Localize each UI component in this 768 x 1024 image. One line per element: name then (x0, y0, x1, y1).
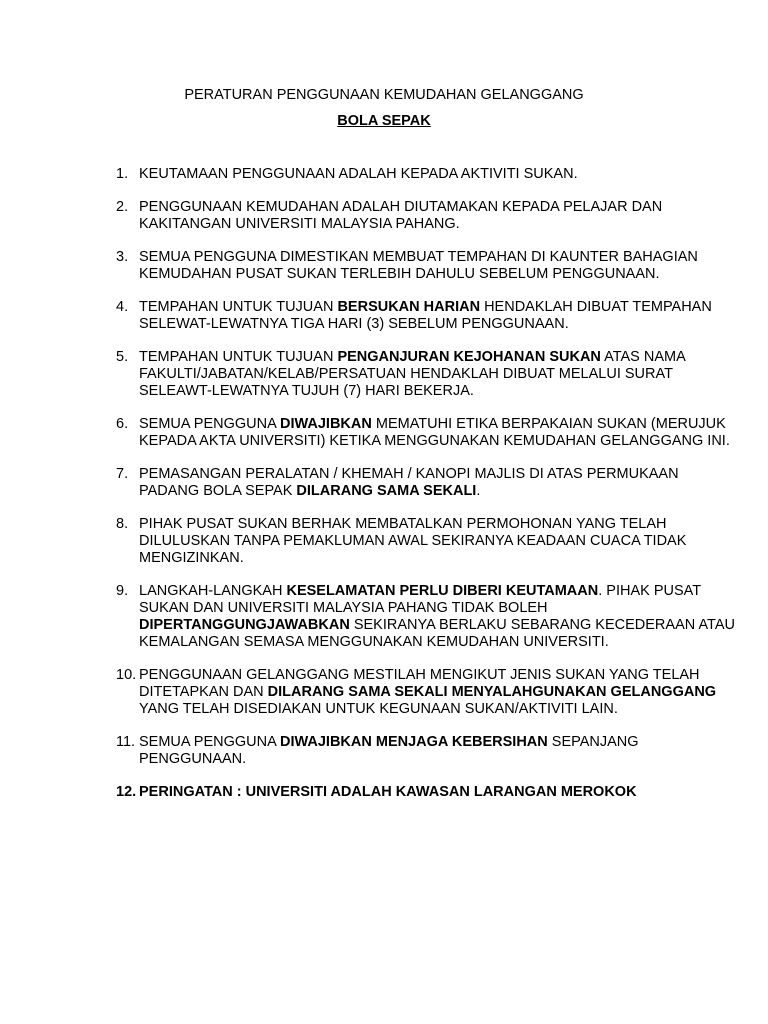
rule-text-bold: DIPERTANGGUNGJAWABKAN (139, 617, 350, 633)
rule-item (116, 349, 736, 400)
document-title: PERATURAN PENGGUNAAN KEMUDAHAN GELANGGANG (184, 87, 584, 103)
rule-number: 1. (116, 166, 129, 182)
rule-text (139, 349, 685, 399)
rules-list (116, 166, 736, 817)
rule-text-bold: KESELAMATAN PERLU DIBERI KEUTAMAAN (286, 583, 599, 599)
rule-item (116, 583, 736, 651)
rule-text (139, 784, 637, 800)
rule-text-bold: DIWAJIBKAN MENJAGA KEBERSIHAN (280, 734, 548, 750)
rule-text-segment: KEUTAMAAN PENGGUNAAN ADALAH KEPADA AKTIVITI SUKAN. (139, 166, 578, 182)
rule-text (139, 416, 730, 449)
rule-item (116, 466, 736, 500)
rule-text-segment: . PIHAK PUSAT SUKAN DAN UNIVERSITI MALAYSIA PAHANG TIDAK BOLEH (139, 583, 701, 616)
rule-text-segment: TEMPAHAN UNTUK TUJUAN (139, 349, 338, 365)
rule-item (116, 734, 736, 768)
rule-text-bold: DILARANG SAMA SEKALI MENYALAHGUNAKAN GELANGGANG (267, 684, 717, 700)
rule-text-bold: PENGANJURAN KEJOHANAN SUKAN (337, 349, 601, 365)
rule-text-segment: . (476, 483, 481, 499)
rule-number: 8. (116, 516, 129, 532)
rule-number: 12. (116, 784, 137, 800)
rule-text-segment: YANG TELAH DISEDIAKAN UNTUK KEGUNAAN SUKAN/AKTIVITI LAIN. (139, 701, 618, 717)
rule-text-segment: SEPANJANG PENGGUNAAN. (139, 734, 639, 767)
rule-text (139, 734, 639, 767)
rule-text-segment: PENGGUNAAN KEMUDAHAN ADALAH DIUTAMAKAN KEPADA PELAJAR DAN KAKITANGAN UNIVERSITI MALAYSIA PAHANG. (139, 199, 663, 232)
rule-text-segment: HENDAKLAH DIBUAT TEMPAHAN SELEWAT-LEWATNYA TIGA HARI (3) SEBELUM PENGGUNAAN. (139, 299, 712, 332)
rule-number: 9. (116, 583, 129, 599)
rule-text-segment: PIHAK PUSAT SUKAN BERHAK MEMBATALKAN PERMOHONAN YANG TELAH DILULUSKAN TANPA PEMAKLUMAN AWAL SEKIRANYA KEADAAN CUACA TIDAK MENGIZINKAN. (139, 516, 687, 566)
rule-number: 11. (116, 734, 136, 750)
rule-text (139, 299, 712, 332)
rule-text-segment: SEMUA PENGGUNA (139, 734, 281, 750)
rule-number: 10. (116, 667, 137, 683)
rule-text-bold: DIWAJIBKAN (280, 416, 372, 432)
rule-text-bold: BERSUKAN HARIAN (337, 299, 481, 315)
rule-text (139, 166, 578, 182)
rule-text (139, 249, 698, 282)
rule-text (139, 516, 686, 566)
rule-text-segment: SEKIRANYA BERLAKU SEBARANG KECEDERAAN ATAU KEMALANGAN SEMASA MENGGUNAKAN KEMUDAHAN UNIVERSITI. (139, 617, 735, 650)
rule-item (116, 249, 736, 283)
rule-text (139, 667, 716, 717)
rule-item (116, 299, 736, 333)
rule-item (116, 784, 736, 801)
rule-text-segment: SEMUA PENGGUNA (139, 416, 281, 432)
rule-item (116, 166, 736, 183)
rule-text-bold: PERINGATAN : UNIVERSITI ADALAH KAWASAN LARANGAN MEROKOK (139, 784, 637, 800)
rule-text (139, 466, 679, 499)
rule-text (139, 583, 735, 650)
rule-number: 4. (116, 299, 129, 315)
rule-item (116, 516, 736, 567)
rule-number: 3. (116, 249, 129, 265)
rule-text-segment: PEMASANGAN PERALATAN / KHEMAH / KANOPI MAJLIS DI ATAS PERMUKAAN PADANG BOLA SEPAK (139, 466, 679, 499)
rule-text-segment: MEMATUHI ETIKA BERPAKAIAN SUKAN (MERUJUK KEPADA AKTA UNIVERSITI) KETIKA MENGGUNAKAN KEMUDAHAN GELANGGANG INI. (139, 416, 730, 449)
rule-text-segment: ATAS NAMA FAKULTI/JABATAN/KELAB/PERSATUAN HENDAKLAH DIBUAT MELALUI SURAT SELEAWT-LEWATNYA TUJUH (7) HARI BEKERJA. (139, 349, 685, 399)
rule-item (116, 199, 736, 233)
rule-text-segment: SEMUA PENGGUNA DIMESTIKAN MEMBUAT TEMPAHAN DI KAUNTER BAHAGIAN KEMUDAHAN PUSAT SUKAN TERLEBIH DAHULU SEBELUM PENGGUNAAN. (139, 249, 698, 282)
rule-text-segment: TEMPAHAN UNTUK TUJUAN (139, 299, 338, 315)
rule-text-segment: PENGGUNAAN GELANGGANG MESTILAH MENGIKUT JENIS SUKAN YANG TELAH DITETAPKAN DAN (139, 667, 700, 700)
rule-text-bold: DILARANG SAMA SEKALI (296, 483, 477, 499)
rule-item (116, 416, 736, 450)
rule-text (139, 199, 662, 232)
document-subtitle: BOLA SEPAK (337, 113, 431, 129)
rule-number: 5. (116, 349, 129, 365)
rule-number: 2. (116, 199, 129, 215)
rule-number: 6. (116, 416, 129, 432)
rule-text-segment: LANGKAH-LANGKAH (139, 583, 287, 599)
rule-item (116, 667, 736, 718)
rule-number: 7. (116, 466, 129, 482)
